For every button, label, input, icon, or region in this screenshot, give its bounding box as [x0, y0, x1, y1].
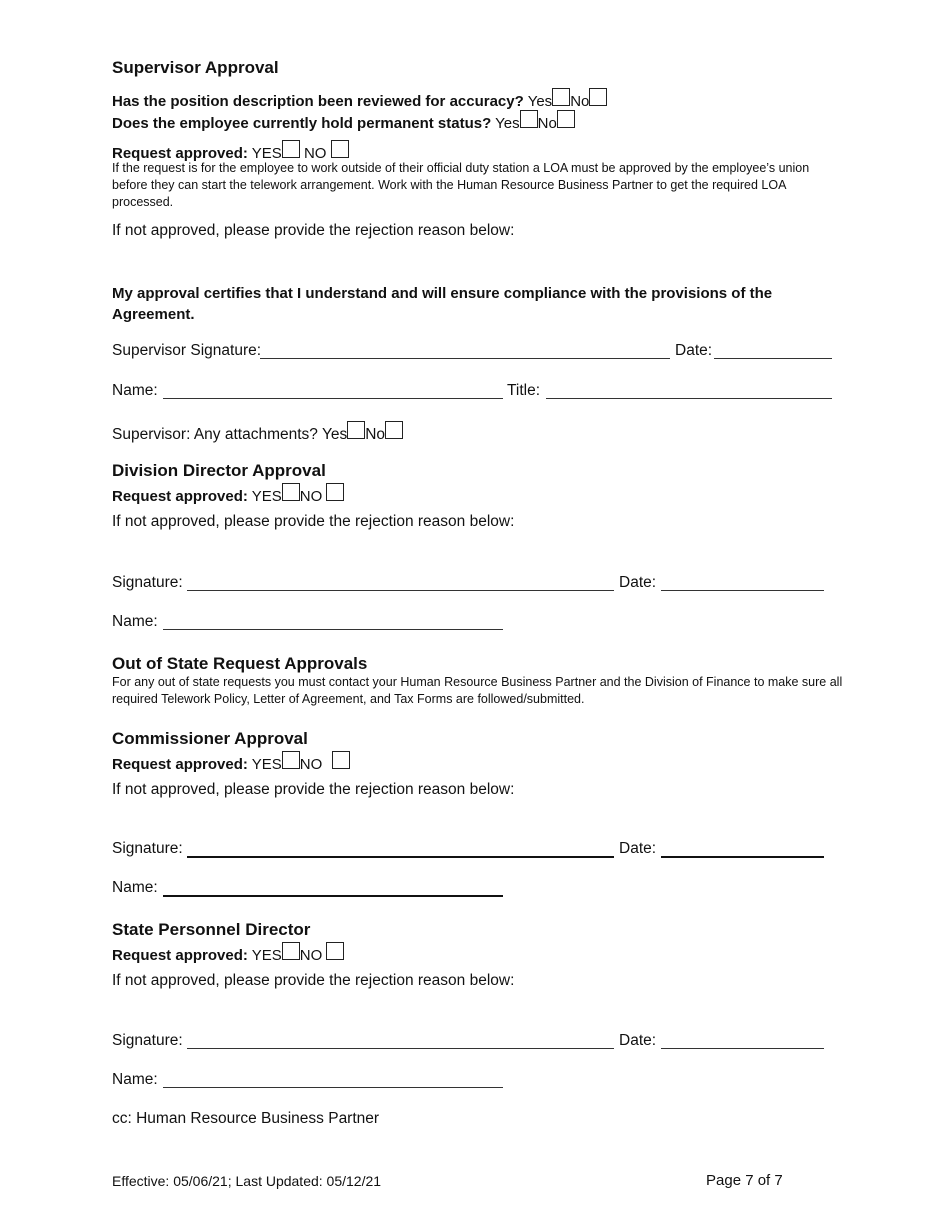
no-label: NO [299, 756, 323, 773]
commissioner-heading: Commissioner Approval [112, 729, 308, 748]
yes-label: YES [251, 145, 282, 162]
q2-yes-checkbox[interactable] [520, 110, 538, 128]
division-no-checkbox[interactable] [326, 483, 344, 501]
division-name-line[interactable] [163, 629, 503, 630]
loa-note: If the request is for the employee to work outside of their official duty station a LOA must be approved by the employee’s union before they can start the telework arrangement. Work with the Human Resource Business Partner to get the required LOA processed. [112, 161, 810, 209]
no-label: NO [299, 488, 323, 505]
supervisor-heading: Supervisor Approval [112, 58, 279, 77]
supervisor-date-label: Date: [675, 342, 713, 359]
no-label: No [365, 426, 386, 443]
q2-no-checkbox[interactable] [557, 110, 575, 128]
personnel-name-label: Name: [112, 1071, 158, 1088]
footer-effective: Effective: 05/06/21; Last Updated: 05/12/21 [112, 1173, 382, 1189]
yes-label: YES [251, 947, 282, 964]
commissioner-no-checkbox[interactable] [332, 751, 350, 769]
division-date-line[interactable] [661, 590, 824, 591]
supervisor-date-line[interactable] [714, 358, 832, 359]
division-signature-label: Signature: [112, 574, 183, 591]
personnel-no-checkbox[interactable] [326, 942, 344, 960]
personnel-request-approved [112, 942, 346, 964]
personnel-name-line[interactable] [163, 1087, 503, 1088]
supervisor-no-checkbox[interactable] [331, 140, 349, 158]
no-label: No [570, 93, 590, 110]
footer-page-number: Page 7 of 7 [706, 1172, 783, 1189]
request-approved-label: Request approved: [112, 145, 248, 162]
division-rejection-prompt: If not approved, please provide the rejection reason below: [112, 513, 515, 530]
no-label: NO [303, 145, 327, 162]
personnel-signature-line[interactable] [187, 1048, 614, 1049]
supervisor-signature-line[interactable] [260, 358, 670, 359]
yes-label: Yes [527, 93, 553, 110]
request-approved-label: Request approved: [112, 488, 248, 505]
supervisor-title-label: Title: [507, 382, 541, 399]
yes-label: YES [251, 488, 282, 505]
position-description-question [112, 88, 607, 110]
supervisor-attachments [112, 421, 403, 444]
personnel-yes-checkbox[interactable] [282, 942, 300, 960]
supervisor-request-approved [112, 140, 349, 162]
out-of-state-note: For any out of state requests you must contact your Human Resource Business Partner and the Division of Finance to make sure all required Telework Policy, Letter of Agreement, and Tax Forms are followed/submitted. [112, 675, 843, 706]
division-signature-line[interactable] [187, 590, 614, 591]
request-approved-label: Request approved: [112, 947, 248, 964]
cc-line: cc: Human Resource Business Partner [112, 1110, 380, 1127]
request-approved-label: Request approved: [112, 756, 248, 773]
division-name-label: Name: [112, 613, 158, 630]
commissioner-date-label: Date: [619, 840, 657, 857]
division-request-approved [112, 483, 346, 505]
commissioner-yes-checkbox[interactable] [282, 751, 300, 769]
commissioner-signature-line[interactable] [187, 856, 614, 858]
division-yes-checkbox[interactable] [282, 483, 300, 501]
q1-yes-checkbox[interactable] [552, 88, 570, 106]
supervisor-signature-label: Supervisor Signature: [112, 342, 262, 359]
out-of-state-heading: Out of State Request Approvals [112, 654, 368, 673]
q1-no-checkbox[interactable] [589, 88, 607, 106]
commissioner-name-line[interactable] [163, 895, 503, 897]
personnel-rejection-prompt: If not approved, please provide the rejection reason below: [112, 972, 515, 989]
personnel-heading: State Personnel Director [112, 920, 311, 939]
commissioner-signature-label: Signature: [112, 840, 183, 857]
personnel-date-line[interactable] [661, 1048, 824, 1049]
q1-label: Has the position description been reviewed for accuracy? [112, 93, 524, 110]
no-label: No [537, 115, 557, 132]
yes-label: Yes [495, 115, 520, 132]
no-label: NO [299, 947, 323, 964]
certification-statement: My approval certifies that I understand and will ensure compliance with the provisions of the Agreement. [112, 285, 773, 323]
commissioner-rejection-prompt: If not approved, please provide the rejection reason below: [112, 781, 515, 798]
permanent-status-question [112, 110, 575, 132]
supervisor-name-line[interactable] [163, 398, 503, 399]
commissioner-date-line[interactable] [661, 856, 824, 858]
supervisor-name-label: Name: [112, 382, 158, 399]
attachments-no-checkbox[interactable] [385, 421, 403, 439]
commissioner-name-label: Name: [112, 879, 158, 896]
division-date-label: Date: [619, 574, 657, 591]
attachments-yes-checkbox[interactable] [347, 421, 365, 439]
supervisor-title-line[interactable] [546, 398, 832, 399]
supervisor-rejection-prompt: If not approved, please provide the rejection reason below: [112, 222, 515, 239]
q2-label: Does the employee currently hold permanent status? [112, 115, 492, 132]
commissioner-request-approved [112, 751, 350, 773]
yes-label: YES [251, 756, 282, 773]
attachments-label: Supervisor: Any attachments? Yes [112, 426, 348, 443]
personnel-date-label: Date: [619, 1032, 657, 1049]
division-heading: Division Director Approval [112, 461, 326, 480]
supervisor-yes-checkbox[interactable] [282, 140, 300, 158]
personnel-signature-label: Signature: [112, 1032, 183, 1049]
